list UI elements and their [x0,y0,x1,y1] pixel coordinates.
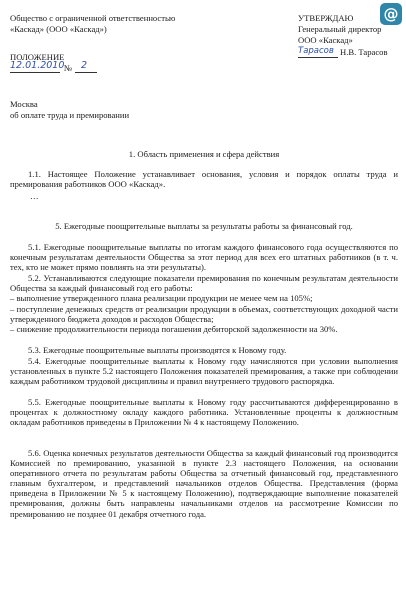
signature-underline [298,57,338,58]
bullet-receivables: – снижение продолжительности периода погашения дебиторской задолженности на 30%. [10,324,338,334]
bullet-cash: – поступление денежных средств от реализации продукции в объемах, соответствующих доходной части утвержденного бюджета доходов и расходов Общества; [10,304,398,325]
approve-position: Генеральный директор [298,24,382,34]
doc-number: 2 [81,60,88,71]
approve-company: ООО «Каскад» [298,35,353,45]
paragraph-5-4: 5.4. Ежегодные поощрительные выплаты к Новому году начисляются при условии выполнения установленных в пункте 5.2 настоящего Положения показателей премирования, а также при соблюдении каждым работником трудовой дисциплины и правил внутреннего трудового распорядка. [10,356,398,387]
doc-type: ПОЛОЖЕНИЕ [10,52,65,62]
paragraph-5-3: 5.3. Ежегодные поощрительные выплаты производятся к Новому году. [28,345,287,355]
doc-number-prefix: № [64,63,73,73]
doc-city: Москва [10,99,38,109]
number-underline [75,72,97,73]
doc-subject: об оплате труда и премировании [10,110,130,120]
ellipsis: … [30,191,39,201]
site-logo: @ [380,3,402,25]
paragraph-5-2: 5.2. Устанавливаются следующие показатели премирования по конечным результатам деятельности Общества за каждый финансовый год его работы: [10,273,398,294]
director-name: Н.В. Тарасов [340,47,388,57]
paragraph-5-6: 5.6. Оценка конечных результатов деятельности Общества за каждый финансовый год производится Комиссией по премированию, указанной в пункте 2.3 настоящего Положения, на основании оперативного отчета по результатам работы Общества за отчетный финансовый год, представленного главным бухгалтером, и представлений начальников отделов Общества. Представления (форма приведена в Приложении № 5 к настоящему Положению), подтверждающие выполнение показателей премирования, должны быть направлены начальниками отделов на рассмотрение Комиссии по премированию не позднее 01 декабря отчетного года. [10,448,398,519]
bullet-plan: – выполнение утвержденного плана реализации продукции не менее чем на 105%; [10,293,313,303]
section-1-heading: 1. Область применения и сфера действия [128,149,280,159]
section-5-heading: 5. Ежегодные поощрительные выплаты за результаты работы за финансовый год. [55,221,353,231]
paragraph-5-5: 5.5. Ежегодные поощрительные выплаты к Новому году рассчитываются дифференцированно в процентах к должностному окладу каждого работника. Установленные проценты к должностным окладам работников приведены в Приложении № 4 к настоящему Положению. [10,397,398,428]
approve-title: УТВЕРЖДАЮ [298,13,354,23]
org-name-line2: «Каскад» (ООО «Каскад») [10,24,107,34]
date-underline [10,72,60,73]
paragraph-5-1: 5.1. Ежегодные поощрительные выплаты по итогам каждого финансового года осуществляются по конечным результатам деятельности Общества за этот период для всех его штатных работников (в т. ч. тех, кто не может прямо повлиять на эти результаты). [10,242,398,273]
paragraph-1-1: 1.1. Настоящее Положение устанавливает основания, условия и порядок оплаты труда и премирования работников ООО «Каскад». [10,169,398,190]
org-name-line1: Общество с ограниченной ответственностью [10,13,176,23]
director-signature: Тарасов [298,46,334,56]
doc-date: 12.01.2010 [10,60,65,71]
